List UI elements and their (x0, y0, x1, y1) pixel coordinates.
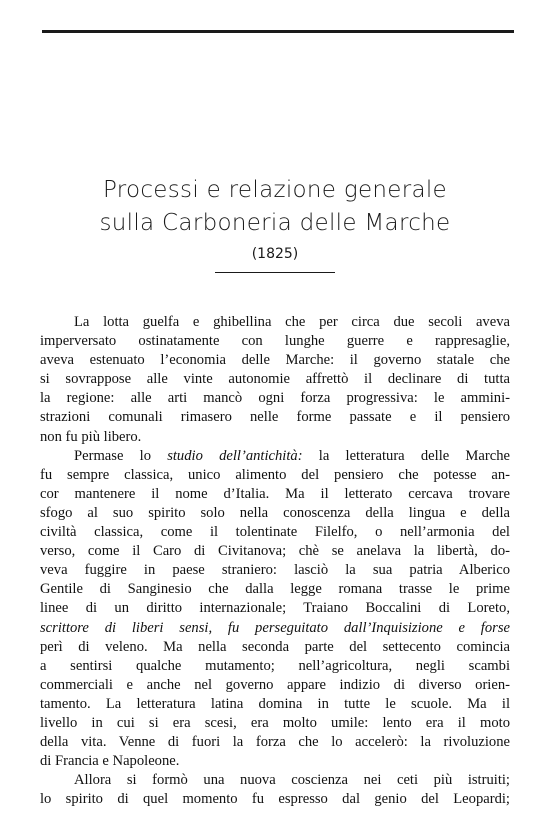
text-line: civiltà classica, come il tolentinate Filelfo, o nell’armonia del (40, 524, 510, 541)
page-title-line-1: Processi e relazione generale (102, 177, 448, 203)
text-line: veva fuggire in paese straniero: lasciò la sua patria Alberico (40, 562, 510, 579)
text-line: strazioni comunali rimasero nelle forme passate e il pensiero (40, 409, 510, 426)
text-line: linee di un diritto internazionale; Traiano Boccalini di Loreto, (40, 600, 510, 617)
text-line: livello in cui si era scesi, era molto umile: lento era il moto (40, 714, 510, 731)
text-line: non fu più libero. (40, 428, 142, 445)
text-line: aveva estenuato l’economia delle Marche: il governo statale che (40, 352, 510, 369)
text-line: sfogo al suo spirito solo nella conoscenza della lingua e della (40, 504, 510, 521)
text-line: imperversato ostinatamente con lunghe guerre e rappresaglie, (40, 333, 510, 350)
text-line: Permase lo studio dell’antichità: la letteratura delle Marche (74, 447, 510, 464)
text-line: scrittore di liberi sensi, fu perseguitato dall’Inquisizione e forse (40, 619, 510, 636)
text-line: lo spirito di quel momento fu espresso dal genio del Leopardi; (40, 791, 510, 808)
text-line: commerciali e anche nel governo appare indizio di diverso orien- (40, 676, 510, 693)
text-line: di Francia e Napoleone. (40, 753, 180, 770)
text-line: a sentirsi qualche mutamento; nell’agricoltura, negli scambi (40, 657, 510, 674)
text-line: perì di veleno. Ma nella seconda parte del settecento comincia (40, 638, 510, 655)
text-line: Allora si formò una nuova coscienza nei ceti più istruiti; (74, 772, 510, 789)
text-line: fu sempre classica, unico alimento del pensiero che potesse an- (40, 466, 510, 483)
text-line: della vita. Venne di fuori la forza che lo accelerò: la rivoluzione (40, 734, 510, 751)
top-rule (42, 30, 514, 33)
text-line: verso, come il Caro di Civitanova; chè se anelava la libertà, do- (40, 543, 510, 560)
page-title-line-2: sulla Carboneria delle Marche (99, 210, 451, 236)
text-line: cor mantenere il nome d’Italia. Ma il letterato cercava trovare (40, 485, 510, 502)
text-line: Gentile di Sanginesio che dalla legge romana trasse le prime (40, 581, 510, 598)
title-block (0, 174, 550, 273)
text-line: si sovrappose alle vinte autonomie affrettò il declinare di tutta (40, 371, 510, 388)
text-line: la regione: alle arti mancò ogni forza progressiva: le ammini- (40, 390, 510, 407)
body-text (40, 313, 510, 809)
year-label: (1825) (251, 246, 299, 262)
text-line: tamento. La letteratura latina domina in tutte le scuole. Ma il (40, 695, 510, 712)
text-line: La lotta guelfa e ghibellina che per circa due secoli aveva (74, 314, 510, 330)
title-divider (215, 272, 335, 273)
